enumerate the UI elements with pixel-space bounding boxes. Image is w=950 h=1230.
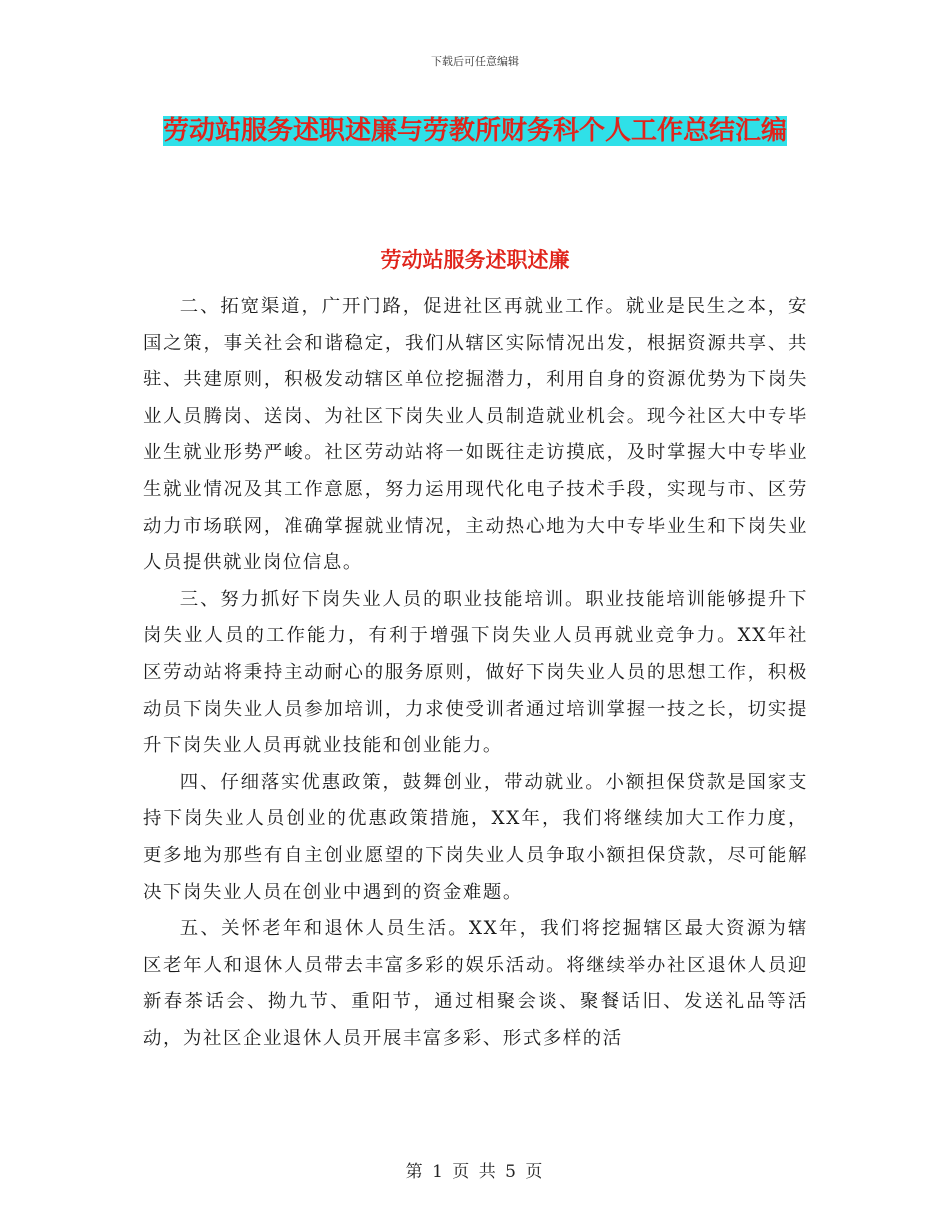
paragraph: 二、拓宽渠道，广开门路，促进社区再就业工作。就业是民生之本，安国之策，事关社会和谐稳定，我们从辖区实际情况出发，根据资源共享、共驻、共建原则，积极发动辖区单位挖掘潜力，利用自身的资源优势为下岗失业人员腾岗、送岗、为社区下岗失业人员制造就业机会。现今社区大中专毕业生就业形势严峻。社区劳动站将一如既往走访摸底，及时掌握大中专毕业生就业情况及其工作意愿，努力运用现代化电子技术手段，实现与市、区劳动力市场联网，准确掌握就业情况，主动热心地为大中专毕业生和下岗失业人员提供就业岗位信息。 [143, 296, 808, 574]
paragraph: 三、努力抓好下岗失业人员的职业技能培训。职业技能培训能够提升下岗失业人员的工作能力，有利于增强下岗失业人员再就业竞争力。XX年社区劳动站将秉持主动耐心的服务原则，做好下岗失业人员的思想工作，积极动员下岗失业人员参加培训，力求使受训者通过培训掌握一技之长，切实提升下岗失业人员再就业技能和创业能力。 [143, 588, 808, 757]
document-title [140, 107, 810, 155]
section-title: 劳动站服务述职述廉 [380, 248, 570, 272]
header-note: 下载后可任意编辑 [431, 55, 519, 68]
page-footer: 第 1 页 共 5 页 [405, 1162, 545, 1182]
paragraph: 四、仔细落实优惠政策，鼓舞创业，带动就业。小额担保贷款是国家支持下岗失业人员创业的优惠政策措施，XX年，我们将继续加大工作力度，更多地为那些有自主创业愿望的下岗失业人员争取小额担保贷款，尽可能解决下岗失业人员在创业中遇到的资金难题。 [143, 771, 808, 903]
paragraph: 五、关怀老年和退休人员生活。XX年，我们将挖掘辖区最大资源为辖区老年人和退休人员带去丰富多彩的娱乐活动。将继续举办社区退休人员迎新春茶话会、拗九节、重阳节，通过相聚会谈、聚餐话旧、发送礼品等活动，为社区企业退休人员开展丰富多彩、形式多样的活 [143, 918, 808, 1049]
document-title-text: 劳动站服务述职述廉与劳教所财务科个人工作总结汇编 [162, 116, 787, 146]
document-body [143, 289, 808, 1057]
